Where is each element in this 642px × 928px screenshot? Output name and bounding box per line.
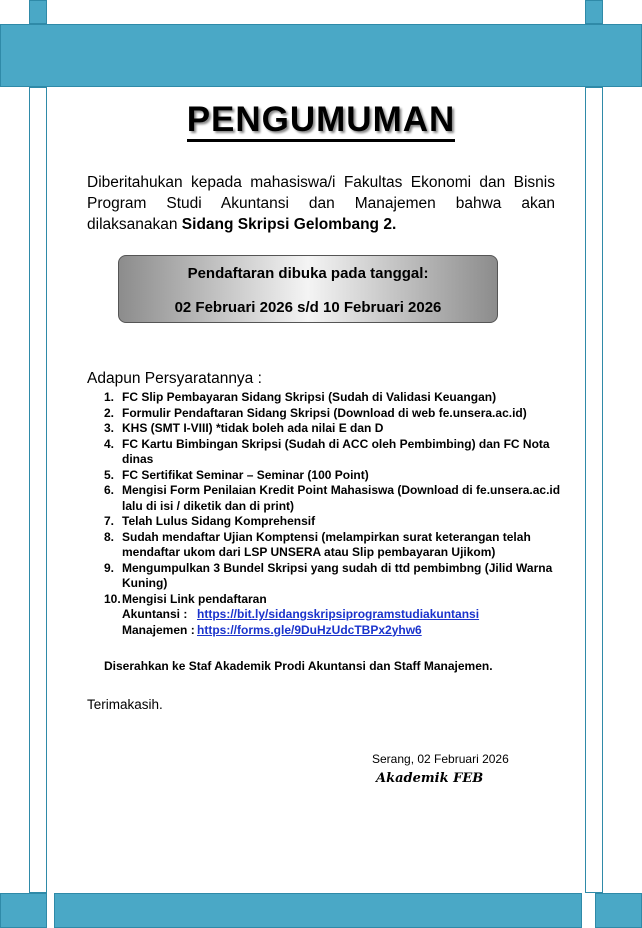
registration-line1: Pendaftaran dibuka pada tanggal: <box>187 265 429 282</box>
intro-text: Diberitahukan kepada mahasiswa/i Fakultas Ekonomi dan Bisnis Program Studi Akuntansi dan Manajemen bahwa akan dilaksanakan <box>87 174 555 233</box>
item-number: 9. <box>104 560 115 575</box>
link-row-manajemen <box>122 623 564 639</box>
link-label-akuntansi: Akuntansi : <box>122 607 188 621</box>
list-item <box>104 514 564 530</box>
frame-top-bar <box>0 24 642 87</box>
note-text: Diserahkan ke Staf Akademik Prodi Akuntansi dan Staff Manajemen. <box>104 659 493 673</box>
item-text: Mengumpulkan 3 Bundel Skripsi yang sudah di ttd pembimbng (Jilid Warna Kuning) <box>122 560 553 590</box>
frame-left-side <box>29 87 47 893</box>
item-text: Mengisi Form Penilaian Kredit Point Mahasiswa (Download di fe.unsera.ac.id lalu di isi / diketik dan di print) <box>122 483 561 513</box>
list-item <box>104 468 564 484</box>
signature-text: Akademik FEB <box>376 771 484 786</box>
list-item <box>104 561 564 592</box>
link-label-manajemen: Manajemen : <box>122 622 195 637</box>
frame-right-top <box>585 0 603 24</box>
list-item <box>104 483 564 514</box>
item-text: FC Sertifikat Seminar – Seminar (100 Point) <box>122 467 369 482</box>
list-item <box>104 421 564 437</box>
item-number: 1. <box>104 390 115 404</box>
frame-bottom-center <box>54 893 582 928</box>
item-number: 7. <box>104 514 115 528</box>
list-item <box>104 406 564 422</box>
registration-line2: 02 Februari 2026 s/d 10 Februari 2026 <box>174 299 442 316</box>
item-text: Telah Lulus Sidang Komprehensif <box>122 514 316 528</box>
item-text: KHS (SMT I-VIII) *tidak boleh ada nilai E dan D <box>122 421 384 435</box>
title-text: PENGUMUMAN <box>187 100 456 142</box>
item-number: 4. <box>104 436 115 451</box>
item-number: 3. <box>104 421 115 435</box>
item-text: FC Kartu Bimbingan Skripsi (Sudah di ACC oleh Pembimbing) dan FC Nota dinas <box>122 436 550 466</box>
link-manajemen[interactable]: https://forms.gle/9DuHzUdcTBPx2yhw6 <box>197 622 422 637</box>
frame-bottom-left <box>0 893 47 928</box>
link-row-akuntansi <box>122 607 564 623</box>
list-item <box>104 592 564 639</box>
page-title <box>0 100 642 140</box>
frame-right-side <box>585 87 603 893</box>
list-item <box>104 437 564 468</box>
item-number: 2. <box>104 405 115 420</box>
item-number: 5. <box>104 467 115 482</box>
intro-paragraph <box>87 172 555 235</box>
frame-left-top <box>29 0 47 24</box>
list-item <box>104 390 564 406</box>
item-text: Sudah mendaftar Ujian Komptensi (melampirkan surat keterangan telah mendaftar ukom dari LSP UNSERA atau Slip pembayaran Ujikom) <box>122 529 531 559</box>
item-number: 8. <box>104 529 115 544</box>
intro-bold: Sidang Skripsi Gelombang 2. <box>181 216 397 233</box>
frame-bottom-right <box>595 893 642 928</box>
item-text: Formulir Pendaftaran Sidang Skripsi (Download di web fe.unsera.ac.id) <box>122 405 527 420</box>
requirements-heading: Adapun Persyaratannya : <box>87 370 262 387</box>
item-number: 6. <box>104 483 115 497</box>
closing-text: Terimakasih. <box>87 697 163 712</box>
item-text: Mengisi Link pendaftaran <box>122 591 267 606</box>
requirements-list <box>104 390 564 638</box>
registration-box <box>118 255 498 323</box>
item-text: FC Slip Pembayaran Sidang Skripsi (Sudah di Validasi Keuangan) <box>122 390 497 404</box>
link-akuntansi[interactable]: https://bit.ly/sidangskripsiprogramstudiakuntansi <box>197 607 480 621</box>
place-date: Serang, 02 Februari 2026 <box>372 752 509 766</box>
item-number: 10. <box>104 591 121 606</box>
list-item <box>104 530 564 561</box>
